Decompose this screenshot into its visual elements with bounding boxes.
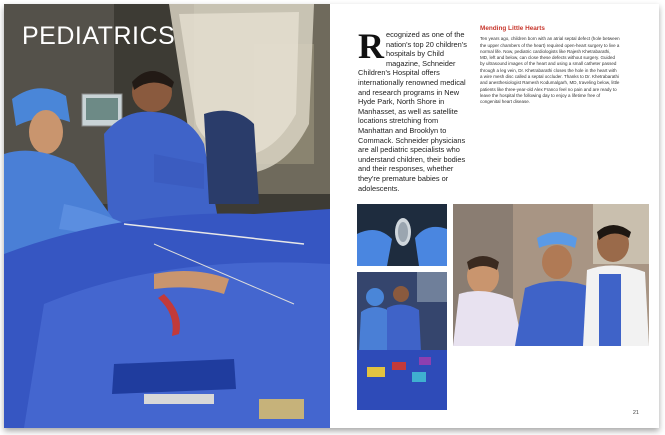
staff-at-table-photo (357, 272, 447, 410)
sidebar-body: Ten years ago, children born with an atrial septal defect (hole between the upper chambers of the heart) required open-heart surgery to live a normal life. Now, pediatric cardiologists like Rajesh Khetrabarathi, MD, left and below, can close these defects without surgery. Guided by ultrasound images of the heart and using a small catheter passed through a leg vein, Dr. Khetrabarathi closes the hole in the heart with a wire mesh disc called a septal occluder. Thanks to Dr. Khetrabarathi and anesthesiologist Ramesh Kodumalgarh, MD, traveling below, little patients like three-year-old Alex Franco feel no pain and are ready to leave the hospital the following day to enjoy a lifetime free of congenital heart disease. (480, 36, 620, 105)
page-number: 21 (632, 410, 639, 416)
magazine-spread (4, 4, 659, 428)
section-title: PEDIATRICS (22, 22, 176, 50)
lead-paragraph (358, 26, 470, 193)
operating-room-photo (4, 4, 330, 428)
right-page (330, 4, 659, 428)
doctors-with-child-photo (453, 204, 649, 346)
septal-occluder-photo (357, 204, 447, 266)
sidebar-article (480, 26, 620, 106)
lead-text: ecognized as one of the nation's top 20 children's hospitals by Child magazine, Schneider Children's Hospital offers internationally renowned medical and research programs in New Hyde Park, North Shore in Manhasset, as well as satellite locations stretching from Manhattan and Brooklyn to Commack. Schneider physicians are all pediatric specialists who understand children, their bodies and their responses, whether they're premature babies or adolescents. (358, 30, 467, 193)
left-page-photo (4, 4, 330, 428)
drop-cap: R (358, 26, 384, 66)
sidebar-heading: Mending Little Hearts (480, 25, 545, 32)
